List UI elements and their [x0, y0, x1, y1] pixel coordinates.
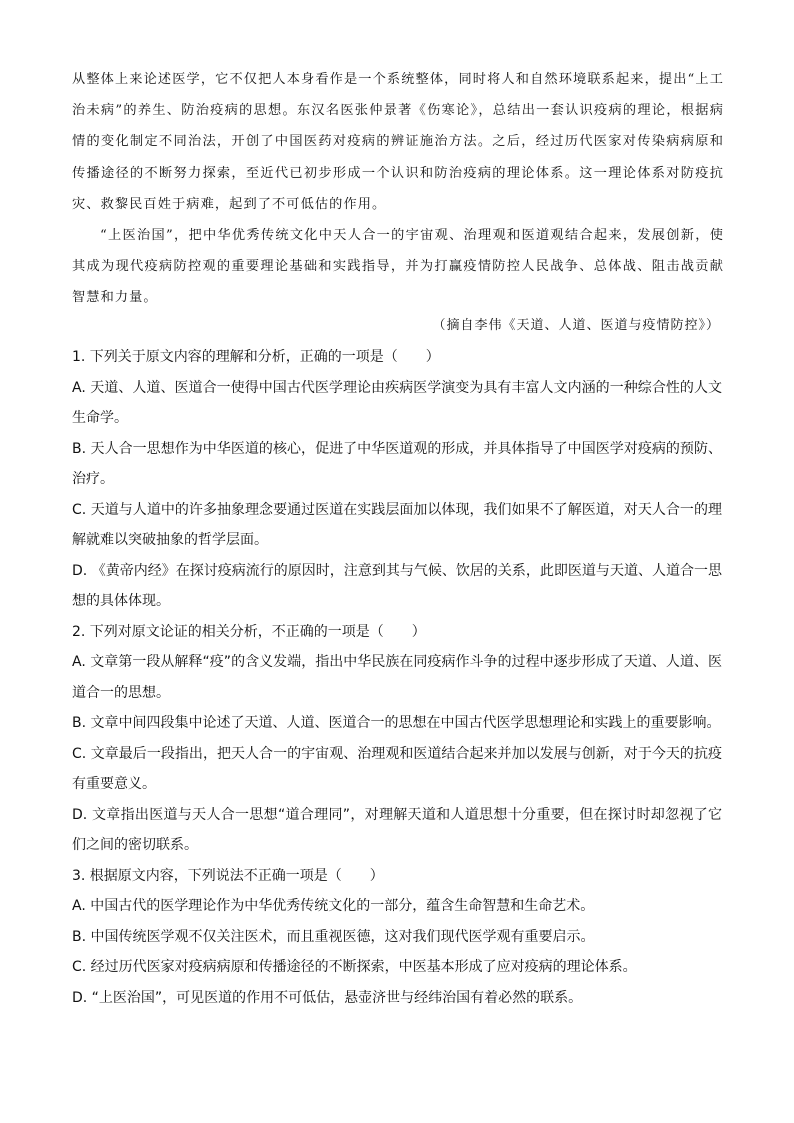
passage-source: （摘自李伟《天道、人道、医道与疫情防控》） [432, 318, 720, 333]
passage-paragraph: “上医治国”，把中华优秀传统文化中天人合一的宇宙观、治理观和医道观结合起来，发展创新，使其成为现代疫病防控观的重要理论基础和实践指导，并为打赢疫情防控人民战争、总体战、阻击战贡献智慧和力量。 [72, 228, 724, 306]
option-d: D. “上医治国”，可见医道的作用不可低估，悬壶济世与经纬治国有着必然的联系。 [72, 989, 583, 1006]
question-stem: 3. 根据原文内容，下列说法不正确一项是（ ） [72, 867, 384, 884]
option-d: D. 文章指出医道与天人合一思想“道合理同”，对理解天道和人道思想十分重要，但在探讨时却忽视了它们之间的密切联系。 [72, 806, 722, 853]
option-c: C. 文章最后一段指出，把天人合一的宇宙观、治理观和医道结合起来并加以发展与创新，对于今天的抗疫有重要意义。 [72, 745, 722, 792]
option-a: A. 天道、人道、医道合一使得中国古代医学理论由疾病医学演变为具有丰富人文内涵的一种综合性的人文生命学。 [72, 379, 722, 426]
question-stem: 2. 下列对原文论证的相关分析，不正确的一项是（ ） [72, 623, 426, 640]
option-b: B. 天人合一思想作为中华医道的核心，促进了中华医道观的形成，并具体指导了中国医学对疫病的预防、治疗。 [72, 440, 722, 487]
reading-passage [72, 64, 724, 314]
option-b: B. 文章中间四段集中论述了天道、人道、医道合一的思想在中国古代医学思想理论和实践上的重要影响。 [72, 715, 721, 731]
question-stem: 1. 下列关于原文内容的理解和分析，正确的一项是（ ） [72, 349, 440, 365]
option-c: C. 天道与人道中的许多抽象理念要通过医道在实践层面加以体现，我们如果不了解医道，对天人合一的理解就难以突破抽象的哲学层面。 [72, 501, 722, 548]
question-1 [72, 342, 722, 617]
option-a: A. 文章第一段从解释“疫”的含义发端，指出中华民族在同疫病作斗争的过程中逐步形成了天道、人道、医道合一的思想。 [72, 654, 722, 701]
passage-paragraph: 从整体上来论述医学，它不仅把人本身看作是一个系统整体，同时将人和自然环境联系起来，提出“上工治未病”的养生、防治疫病的思想。东汉名医张仲景著《伤寒论》，总结出一套认识疫病的理论，根据病情的变化制定不同治法，开创了中国医药对疫病的辨证施治方法。之后，经过历代医家对传染病病原和传播途径的不断努力探索，至近代已初步形成一个认识和防治疫病的理论体系。这一理论体系对防疫抗灾、救黎民百姓于病难，起到了不可低估的作用。 [72, 72, 724, 212]
question-list [72, 342, 722, 1013]
question-2 [72, 617, 722, 861]
option-a: A. 中国古代的医学理论作为中华优秀传统文化的一部分，蕴含生命智慧和生命艺术。 [72, 898, 595, 914]
option-d: D. 《黄帝内经》在探讨疫病流行的原因时，注意到其与气候、饮居的关系，此即医道与天道、人道合一思想的具体体现。 [72, 562, 722, 609]
question-3 [72, 861, 722, 1014]
option-c: C. 经过历代医家对疫病病原和传播途径的不断探索，中医基本形成了应对疫病的理论体系。 [72, 959, 637, 975]
option-b: B. 中国传统医学观不仅关注医术，而且重视医德，这对我们现代医学观有重要启示。 [72, 928, 595, 945]
